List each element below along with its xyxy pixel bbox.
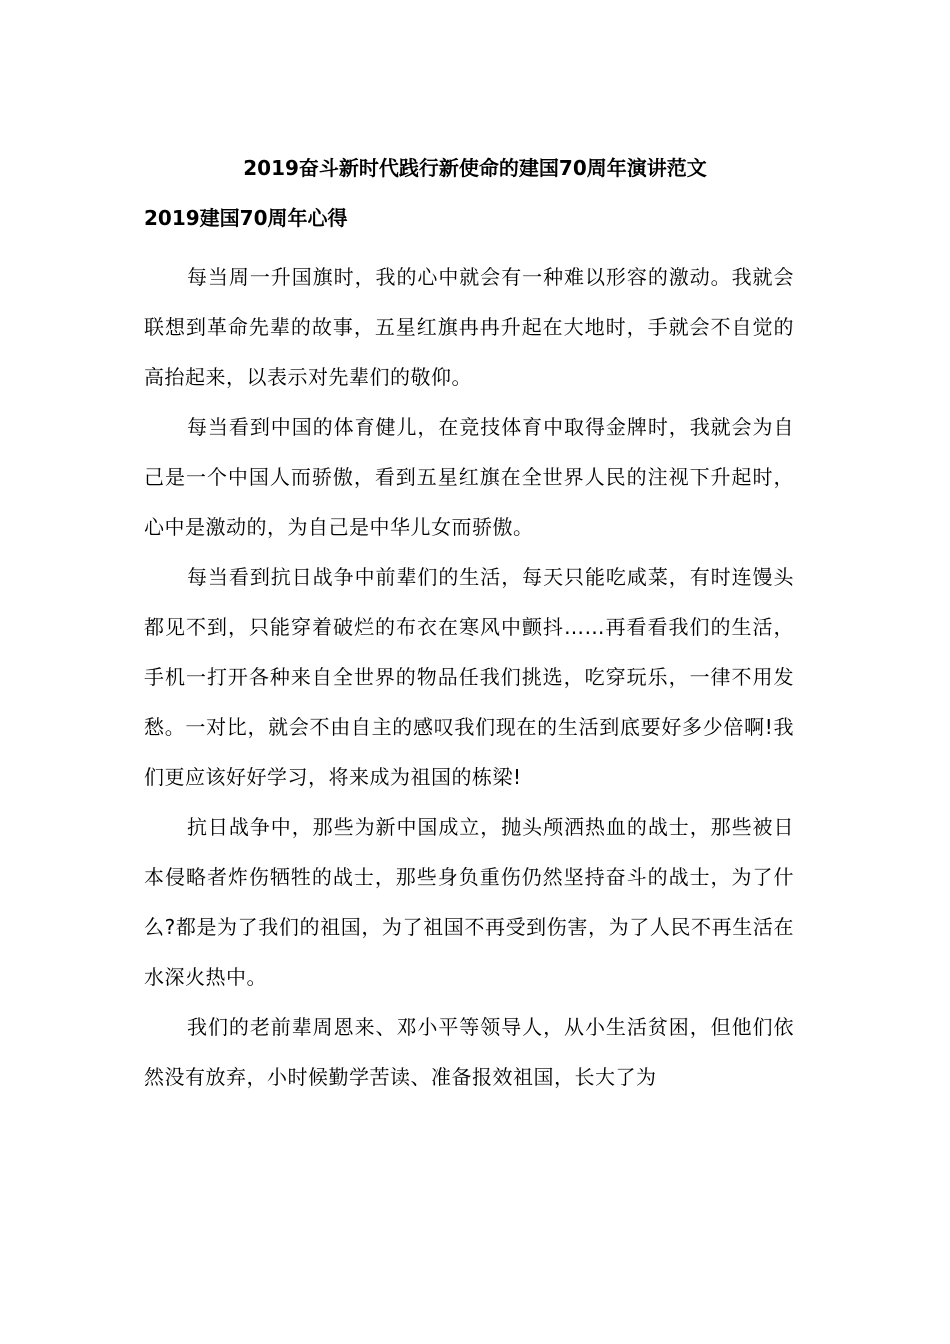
document-body bbox=[144, 252, 794, 1102]
paragraph-1: 每当周一升国旗时，我的心中就会有一种难以形容的激动。我就会联想到革命先辈的故事，五星红旗冉冉升起在大地时，手就会不自觉的高抬起来，以表示对先辈们的敬仰。 bbox=[144, 265, 794, 389]
paragraph-4: 抗日战争中，那些为新中国成立，抛头颅洒热血的战士，那些被日本侵略者炸伤牺牲的战士，那些身负重伤仍然坚持奋斗的战士，为了什么?都是为了我们的祖国，为了祖国不再受到伤害，为了人民不再生活在水深火热中。 bbox=[144, 815, 794, 989]
document-title: 2019奋斗新时代践行新使命的建国70周年演讲范文 bbox=[243, 156, 707, 180]
document-subtitle: 2019建国70周年心得 bbox=[144, 206, 348, 230]
paragraph-3: 每当看到抗日战争中前辈们的生活，每天只能吃咸菜，有时连馒头都见不到，只能穿着破烂的布衣在寒风中颤抖……再看看我们的生活，手机一打开各种来自全世界的物品任我们挑选，吃穿玩乐，一律不用发愁。一对比，就会不由自主的感叹我们现在的生活到底要好多少倍啊!我们更应该好好学习，将来成为祖国的栋梁! bbox=[144, 565, 794, 789]
paragraph-2: 每当看到中国的体育健儿，在竞技体育中取得金牌时，我就会为自己是一个中国人而骄傲，看到五星红旗在全世界人民的注视下升起时，心中是激动的，为自己是中华儿女而骄傲。 bbox=[144, 415, 794, 539]
paragraph-5: 我们的老前辈周恩来、邓小平等领导人，从小生活贫困，但他们依然没有放弃，小时候勤学苦读、准备报效祖国，长大了为 bbox=[144, 1015, 794, 1089]
